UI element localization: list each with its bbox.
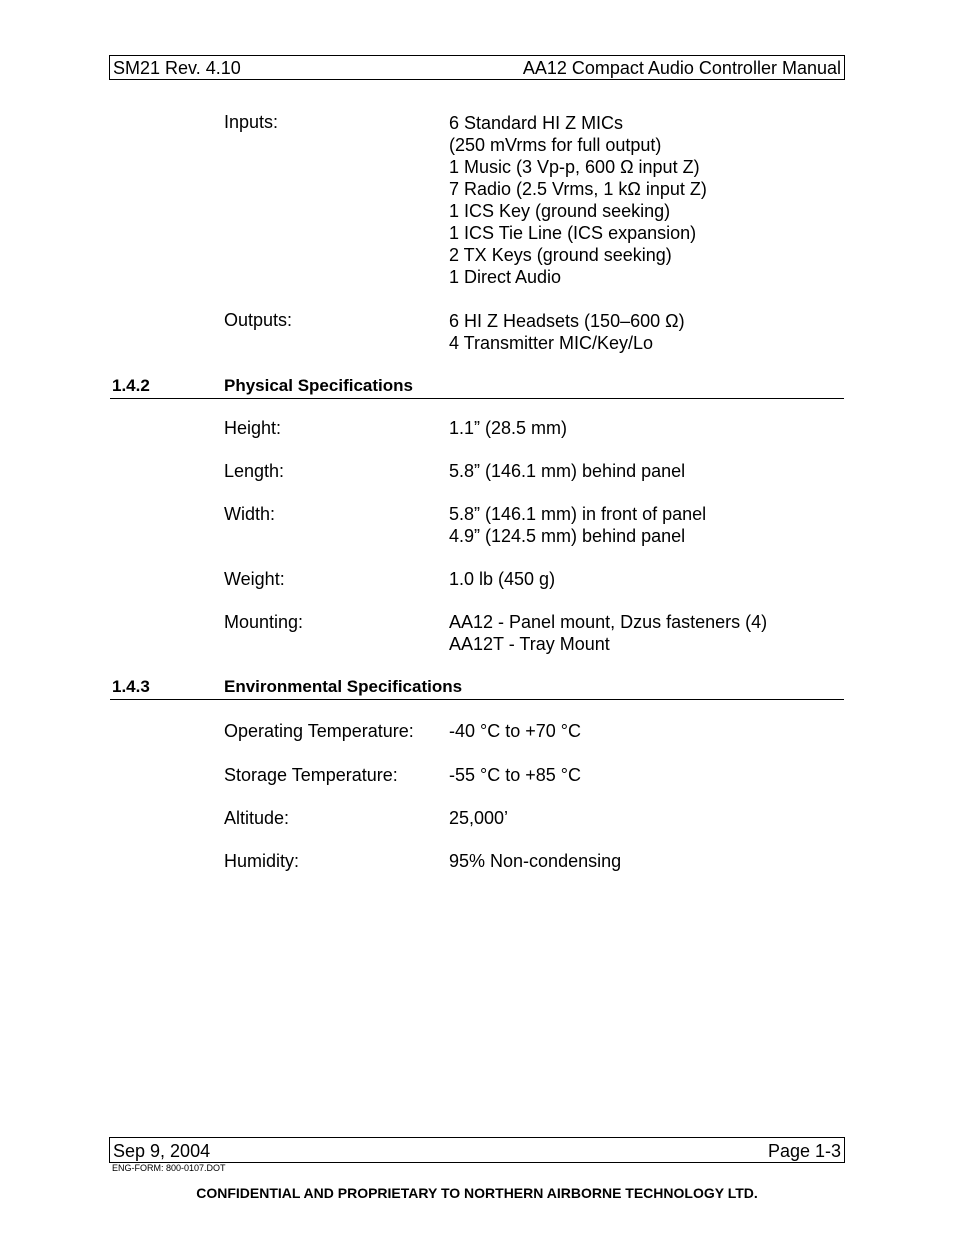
- outputs-item: 4 Transmitter MIC/Key/Lo: [449, 333, 654, 353]
- width-label: Width:: [224, 504, 276, 524]
- outputs-list: [449, 310, 685, 354]
- altitude-value: 25,000’: [449, 808, 509, 828]
- section-title-environmental: Environmental Specifications: [224, 677, 463, 696]
- outputs-item: 6 HI Z Headsets (150–600 Ω): [449, 311, 685, 331]
- inputs-item: 1 Direct Audio: [449, 267, 562, 287]
- width-values: [449, 503, 706, 547]
- outputs-label: Outputs:: [224, 310, 293, 330]
- operating-temperature-label: Operating Temperature:: [224, 721, 414, 741]
- page-footer: [109, 1137, 845, 1163]
- inputs-item: 1 ICS Key (ground seeking): [449, 201, 671, 221]
- height-label: Height:: [224, 418, 282, 438]
- inputs-item: 1 Music (3 Vp-p, 600 Ω input Z): [449, 157, 700, 177]
- mounting-label: Mounting:: [224, 612, 304, 632]
- storage-temperature-value: -55 °C to +85 °C: [449, 765, 581, 785]
- inputs-item: (250 mVrms for full output): [449, 135, 662, 155]
- height-value: 1.1” (28.5 mm): [449, 418, 568, 438]
- width-value: 5.8” (146.1 mm) in front of panel: [449, 504, 707, 524]
- mounting-values: [449, 611, 767, 655]
- page-header: [109, 55, 845, 80]
- document-revision: SM21 Rev. 4.10: [113, 58, 241, 78]
- length-value: 5.8” (146.1 mm) behind panel: [449, 461, 686, 481]
- inputs-item: 2 TX Keys (ground seeking): [449, 245, 672, 265]
- section-number-environmental: 1.4.3: [112, 677, 150, 696]
- weight-label: Weight:: [224, 569, 285, 589]
- footer-date: Sep 9, 2004: [113, 1141, 211, 1161]
- confidential-notice: CONFIDENTIAL AND PROPRIETARY TO NORTHERN AIRBORNE TECHNOLOGY LTD.: [196, 1185, 758, 1201]
- storage-temperature-label: Storage Temperature:: [224, 765, 398, 785]
- width-value: 4.9” (124.5 mm) behind panel: [449, 526, 686, 546]
- form-id: ENG-FORM: 800-0107.DOT: [112, 1163, 226, 1173]
- operating-temperature-value: -40 °C to +70 °C: [449, 721, 581, 741]
- humidity-label: Humidity:: [224, 851, 300, 871]
- weight-value: 1.0 lb (450 g): [449, 569, 556, 589]
- section-divider: [110, 699, 844, 700]
- section-number-physical: 1.4.2: [112, 376, 150, 395]
- section-title-physical: Physical Specifications: [224, 376, 413, 395]
- section-divider: [110, 398, 844, 399]
- length-label: Length:: [224, 461, 285, 481]
- mounting-value: AA12 - Panel mount, Dzus fasteners (4): [449, 612, 768, 632]
- inputs-item: 7 Radio (2.5 Vrms, 1 kΩ input Z): [449, 179, 707, 199]
- page-number: Page 1-3: [767, 1141, 841, 1161]
- inputs-item: 1 ICS Tie Line (ICS expansion): [449, 223, 697, 243]
- document-title: AA12 Compact Audio Controller Manual: [522, 58, 841, 78]
- inputs-list: [449, 112, 707, 288]
- altitude-label: Altitude:: [224, 808, 290, 828]
- inputs-item: 6 Standard HI Z MICs: [449, 113, 624, 133]
- humidity-value: 95% Non-condensing: [449, 851, 622, 871]
- mounting-value: AA12T - Tray Mount: [449, 634, 610, 654]
- inputs-label: Inputs:: [224, 112, 279, 132]
